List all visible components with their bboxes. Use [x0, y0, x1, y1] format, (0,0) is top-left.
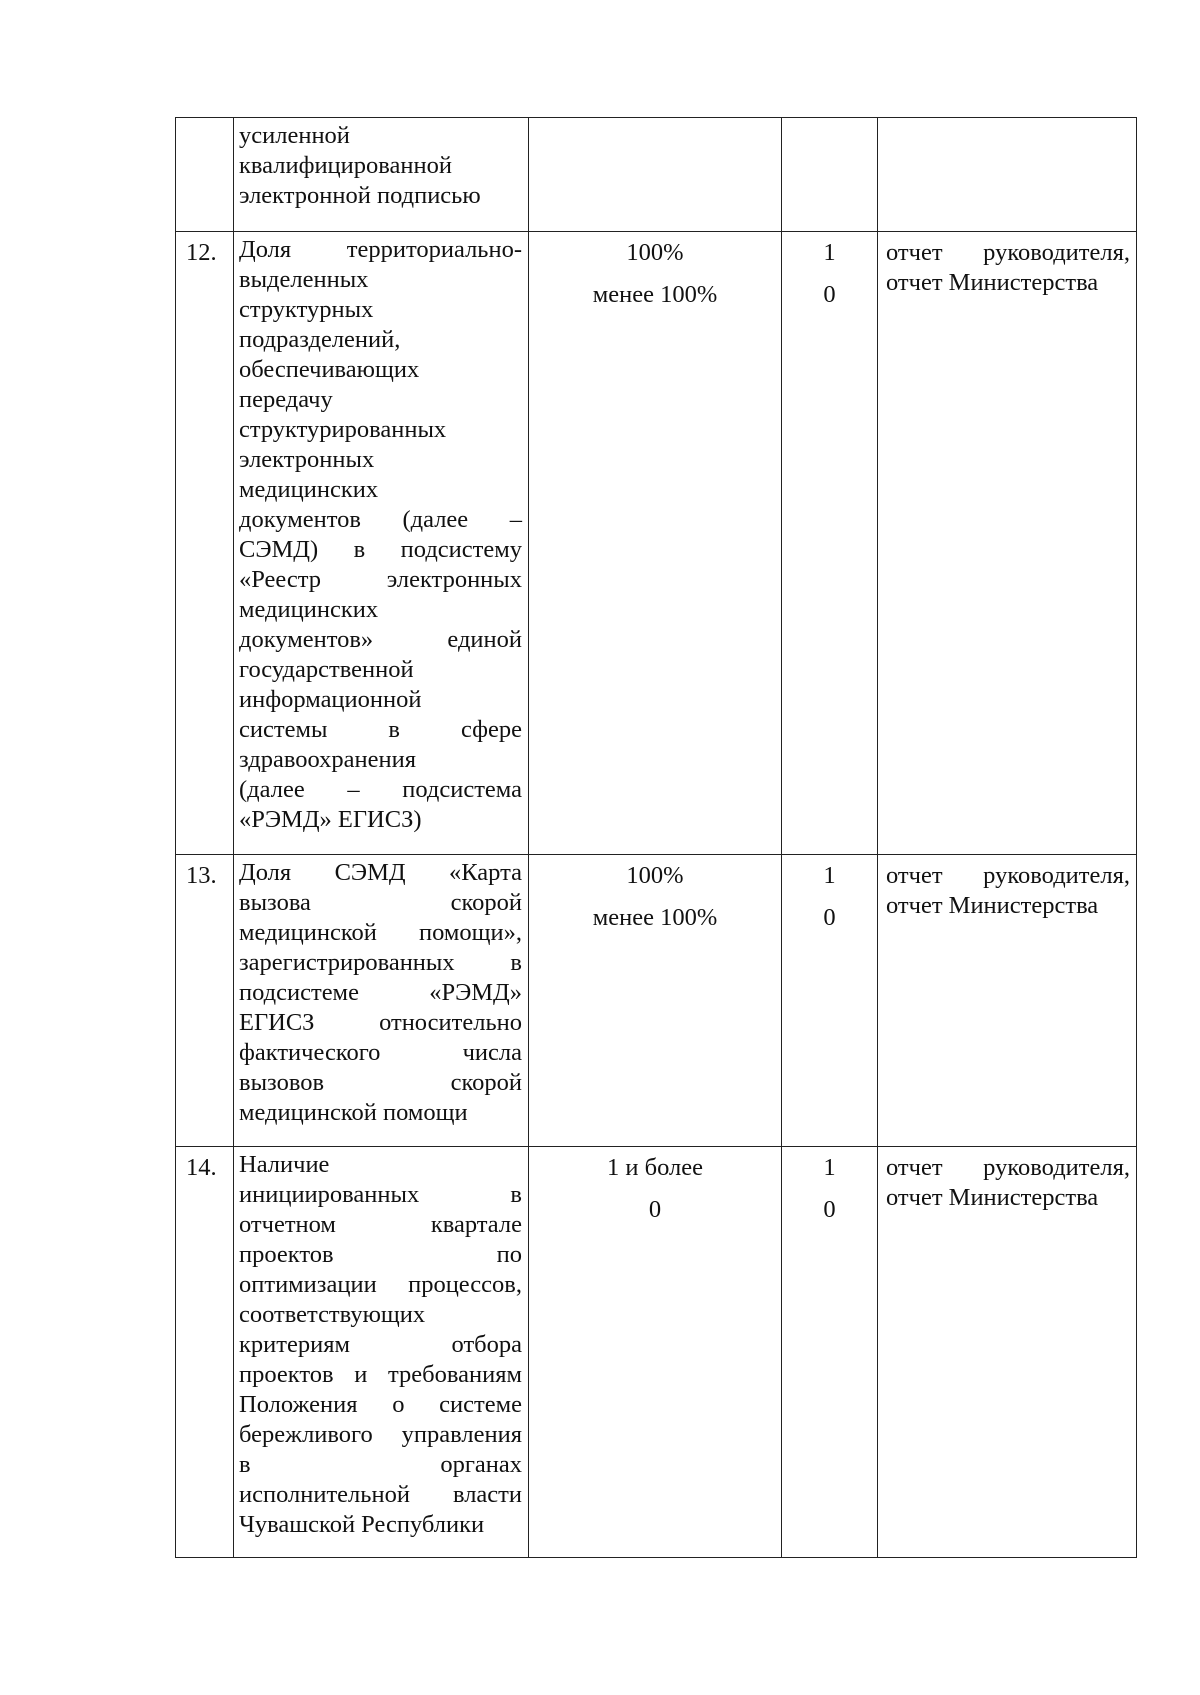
points-cell — [782, 855, 878, 1147]
indicator-cell — [234, 118, 529, 232]
cell-line: исполнительной власти — [239, 1481, 522, 1508]
cell-line: фактического числа — [239, 1039, 522, 1066]
cell-line: ЕГИСЗ относительно — [239, 1009, 522, 1036]
value-cell — [529, 855, 782, 1147]
row-number-cell: 14. — [176, 1147, 234, 1558]
value-cell — [529, 118, 782, 232]
cell-value: 1 — [823, 862, 836, 889]
cell-value: 0 — [823, 1196, 836, 1223]
source-cell — [878, 1147, 1137, 1558]
indicator-cell — [234, 232, 529, 855]
cell-line: отчет Министерства — [886, 269, 1099, 296]
cell-line: «Реестр электронных — [239, 566, 522, 593]
row-number-cell: 12. — [176, 232, 234, 855]
row-number-cell: 13. — [176, 855, 234, 1147]
cell-value: менее 100% — [592, 904, 718, 931]
cell-line: отчет руководителя, — [886, 1154, 1130, 1181]
cell-value: 0 — [823, 281, 836, 308]
cell-line: документов (далее – — [239, 506, 522, 533]
cell-line: подсистеме «РЭМД» — [239, 979, 522, 1006]
cell-line: медицинских — [239, 476, 379, 503]
cell-value: 1 — [823, 1154, 836, 1181]
cell-line: усиленной — [239, 122, 350, 149]
cell-line: электронных — [239, 446, 375, 473]
table-row — [176, 232, 1137, 855]
indicator-cell — [234, 1147, 529, 1558]
cell-line: проектов и требованиям — [239, 1361, 522, 1388]
source-cell — [878, 118, 1137, 232]
cell-line: квалифицированной — [239, 152, 452, 179]
cell-line: отчет руководителя, — [886, 239, 1130, 266]
cell-line: бережливого управления — [239, 1421, 522, 1448]
cell-line: выделенных — [239, 266, 369, 293]
value-cell — [529, 232, 782, 855]
cell-line: документов» единой — [239, 626, 522, 653]
cell-line: здравоохранения — [239, 746, 416, 773]
cell-line: «РЭМД» ЕГИСЗ) — [239, 806, 422, 833]
cell-line: инициированных в — [239, 1181, 522, 1208]
cell-value: 1 и более — [607, 1154, 703, 1181]
points-cell — [782, 1147, 878, 1558]
criteria-table-body — [176, 118, 1137, 1558]
cell-line: подразделений, — [239, 326, 401, 353]
cell-line: в органах — [239, 1451, 522, 1478]
cell-value: 1 — [823, 239, 836, 266]
criteria-table — [175, 117, 1137, 1558]
cell-value: 100% — [626, 239, 684, 266]
cell-line: Доля СЭМД «Карта — [239, 859, 522, 886]
cell-line: отчет Министерства — [886, 1184, 1099, 1211]
indicator-cell — [234, 855, 529, 1147]
cell-line: отчетном квартале — [239, 1211, 522, 1238]
cell-value: 0 — [823, 904, 836, 931]
points-cell — [782, 118, 878, 232]
value-cell — [529, 1147, 782, 1558]
cell-line: системы в сфере — [239, 716, 522, 743]
cell-line: Наличие — [239, 1151, 330, 1178]
cell-line: Положения о системе — [239, 1391, 522, 1418]
cell-value: 100% — [626, 862, 684, 889]
cell-line: государственной — [239, 656, 414, 683]
table-row — [176, 118, 1137, 232]
cell-line: медицинской помощи», — [239, 919, 522, 946]
cell-line: Доля территориально- — [239, 236, 522, 263]
cell-line: критериям отбора — [239, 1331, 522, 1358]
cell-line: Чувашской Республики — [239, 1511, 485, 1538]
cell-line: отчет руководителя, — [886, 862, 1130, 889]
cell-line: оптимизации процессов, — [239, 1271, 522, 1298]
cell-line: зарегистрированных в — [239, 949, 522, 976]
cell-value: менее 100% — [592, 281, 718, 308]
cell-line: структурированных — [239, 416, 447, 443]
table-row — [176, 1147, 1137, 1558]
cell-line: (далее – подсистема — [239, 776, 522, 803]
cell-line: отчет Министерства — [886, 892, 1099, 919]
cell-line: медицинской помощи — [239, 1099, 468, 1126]
source-cell — [878, 855, 1137, 1147]
cell-line: передачу — [239, 386, 333, 413]
cell-line: медицинских — [239, 596, 379, 623]
cell-line: обеспечивающих — [239, 356, 420, 383]
points-cell — [782, 232, 878, 855]
cell-line: вызовов скорой — [239, 1069, 522, 1096]
cell-line: СЭМД) в подсистему — [239, 536, 522, 563]
cell-line: вызова скорой — [239, 889, 522, 916]
cell-line: проектов по — [239, 1241, 522, 1268]
cell-line: электронной подписью — [239, 182, 481, 209]
cell-line: структурных — [239, 296, 374, 323]
cell-line: соответствующих — [239, 1301, 426, 1328]
cell-value: 0 — [648, 1196, 662, 1223]
row-number-cell — [176, 118, 234, 232]
table-row — [176, 855, 1137, 1147]
cell-line: информационной — [239, 686, 422, 713]
source-cell — [878, 232, 1137, 855]
